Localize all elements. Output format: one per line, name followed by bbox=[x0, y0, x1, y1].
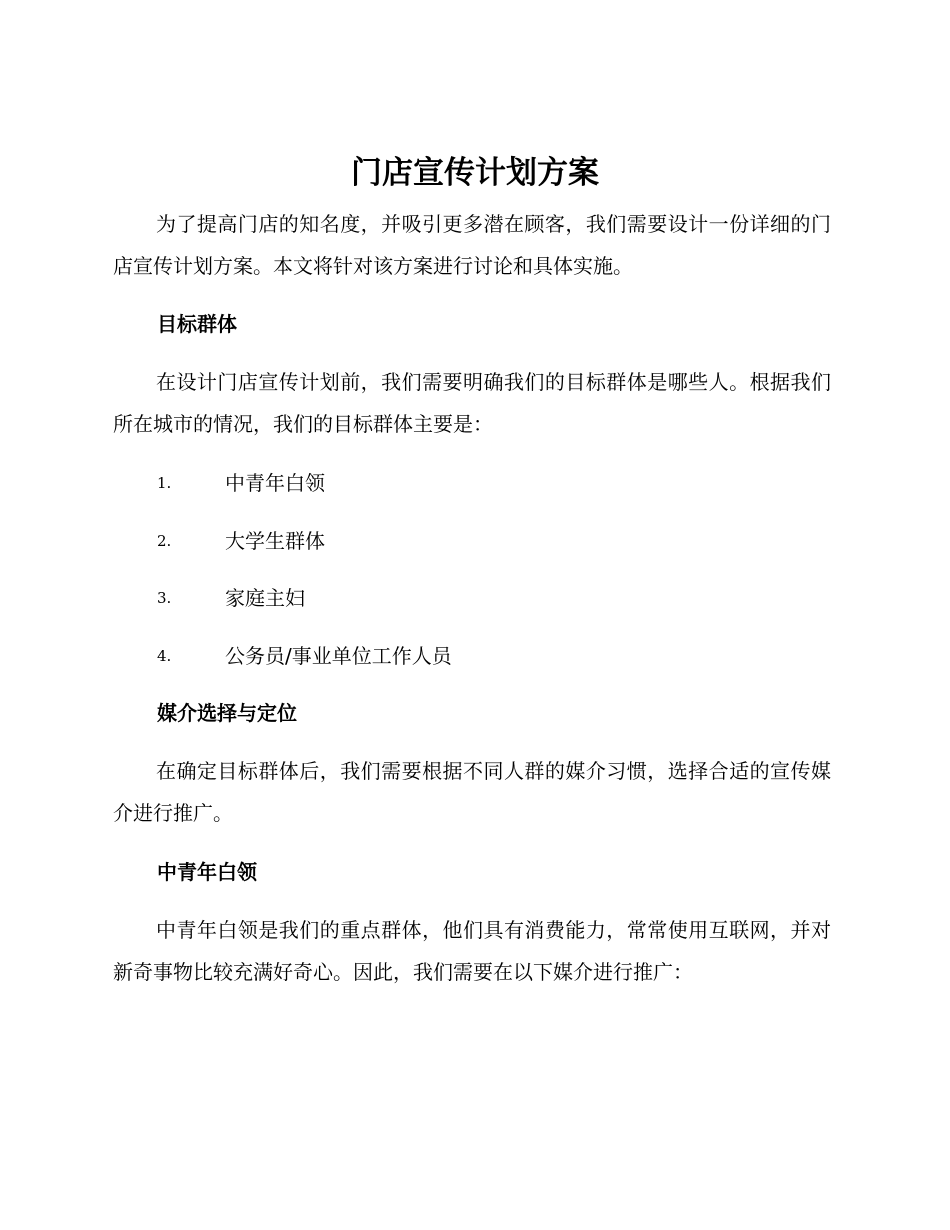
list-item bbox=[157, 641, 657, 671]
document-title: 门店宣传计划方案 bbox=[351, 155, 599, 191]
media-paragraph: 在确定目标群体后，我们需要根据不同人群的媒介习惯，选择合适的宣传媒介进行推广。 bbox=[113, 759, 831, 825]
list-item bbox=[157, 583, 657, 613]
section-heading-target: 目标群体 bbox=[157, 312, 237, 336]
list-item-text: 家庭主妇 bbox=[225, 586, 305, 610]
section-heading-media: 媒介选择与定位 bbox=[157, 701, 297, 725]
target-paragraph: 在设计门店宣传计划前，我们需要明确我们的目标群体是哪些人。根据我们所在城市的情况，我们的目标群体主要是： bbox=[113, 370, 831, 436]
list-item bbox=[157, 468, 657, 498]
intro-paragraph: 为了提高门店的知名度，并吸引更多潜在顾客，我们需要设计一份详细的门店宣传计划方案。本文将针对该方案进行讨论和具体实施。 bbox=[113, 212, 831, 278]
list-number: 1. bbox=[157, 474, 172, 492]
list-item-text: 公务员/事业单位工作人员 bbox=[225, 644, 452, 668]
list-number: 4. bbox=[157, 647, 172, 665]
section-heading-white-collar: 中青年白领 bbox=[157, 860, 257, 884]
list-number: 2. bbox=[157, 532, 172, 550]
list-item bbox=[157, 526, 657, 556]
list-number: 3. bbox=[157, 589, 172, 607]
list-item-text: 大学生群体 bbox=[225, 529, 325, 553]
list-item-text: 中青年白领 bbox=[225, 471, 325, 495]
white-collar-paragraph: 中青年白领是我们的重点群体，他们具有消费能力，常常使用互联网，并对新奇事物比较充满好奇心。因此，我们需要在以下媒介进行推广： bbox=[113, 918, 831, 984]
